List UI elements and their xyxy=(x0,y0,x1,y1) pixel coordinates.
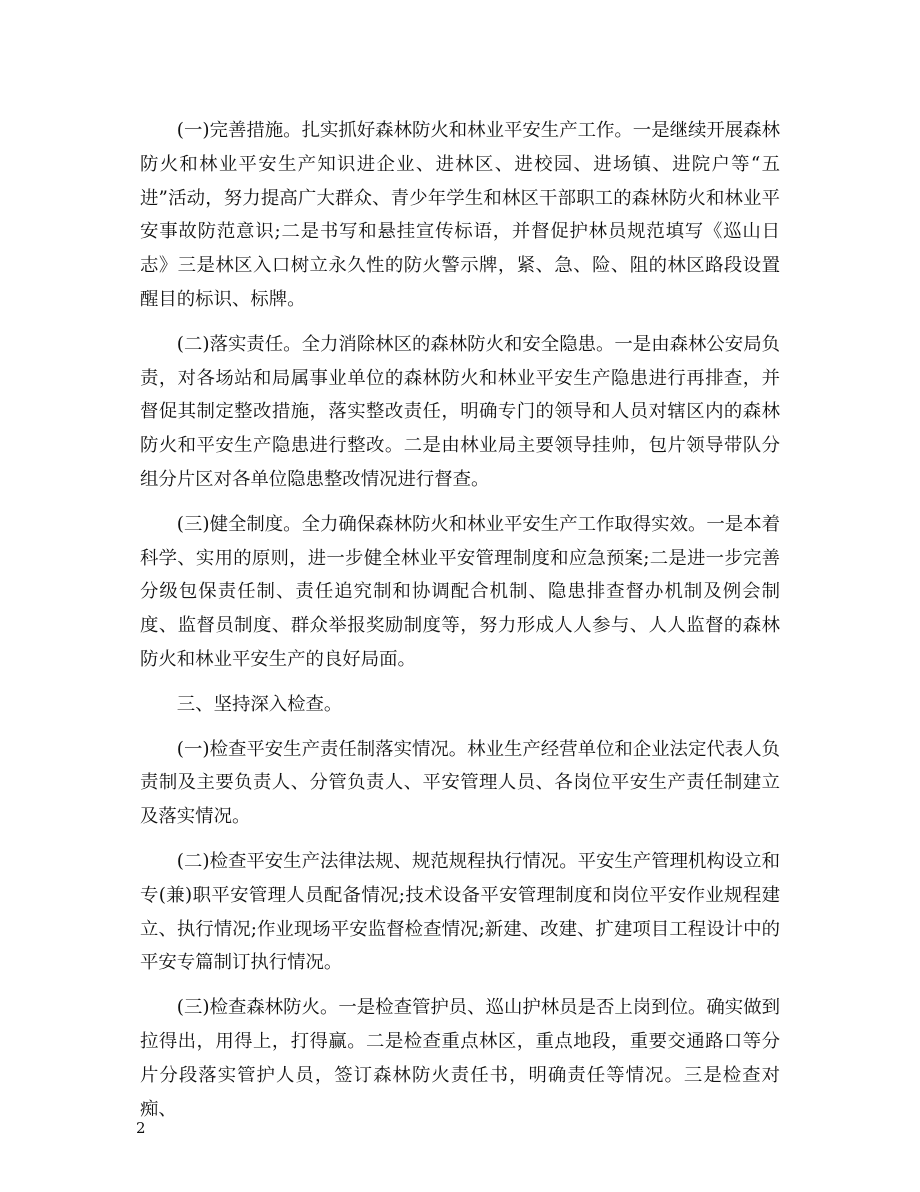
section-heading-inspection: 三、坚持深入检查。 xyxy=(176,693,343,715)
document-body xyxy=(140,114,780,1137)
paragraph-check-responsibility-system: (一)检查平安生产责任制落实情况。林业生产经营单位和企业法定代表人负责制及主要负责人、分管负责人、平安管理人员、各岗位平安生产责任制建立及落实情况。 xyxy=(140,738,780,828)
paragraph-check-forest-fire: (三)检查森林防火。一是检查管护员、巡山护林员是否上岗到位。确实做到拉得出，用得上，打得赢。二是检查重点林区，重点地段，重要交通路口等分片分段落实管护人员，签订森林防火责任书，明确责任等情况。三是检查对痴、 xyxy=(140,997,780,1120)
paragraph-check-laws-regulations: (二)检查平安生产法律法规、规范规程执行情况。平安生产管理机构设立和专(兼)职平安管理人员配备情况;技术设备平安管理制度和岗位平安作业规程建立、执行情况;作业现场平安监督检查情况;新建、改建、扩建项目工程设计中的平安专篇制订执行情况。 xyxy=(140,850,780,974)
page-number: 2 xyxy=(136,1119,146,1137)
paragraph-implement-responsibility: (二)落实责任。全力消除林区的森林防火和安全隐患。一是由森林公安局负责，对各场站和局属事业单位的森林防火和林业平安生产隐患进行再排查，并督促其制定整改措施，落实整改责任，明确专门的领导和人员对辖区内的森林防火和平安生产隐患进行整改。二是由林业局主要领导挂帅，包片领导带队分组分片区对各单位隐患整改情况进行督查。 xyxy=(140,333,780,490)
paragraph-improve-system: (三)健全制度。全力确保森林防火和林业平安生产工作取得实效。一是本着科学、实用的原则，进一步健全林业平安管理制度和应急预案;二是进一步完善分级包保责任制、责任追究制和协调配合机制、隐患排查督办机制及例会制度、监督员制度、群众举报奖励制度等，努力形成人人参与、人人监督的森林防火和林业平安生产的良好局面。 xyxy=(140,513,780,670)
paragraph-improve-measures: (一)完善措施。扎实抓好森林防火和林业平安生产工作。一是继续开展森林防火和林业平安生产知识进企业、进林区、进校园、进场镇、进院户等“五进”活动，努力提高广大群众、青少年学生和林区干部职工的森林防火和林业平安事故防范意识;二是书写和悬挂宣传标语，并督促护林员规范填写《巡山日志》三是林区入口树立永久性的防火警示牌，紧、急、险、阻的林区路段设置醒目的标识、标牌。 xyxy=(140,120,780,310)
